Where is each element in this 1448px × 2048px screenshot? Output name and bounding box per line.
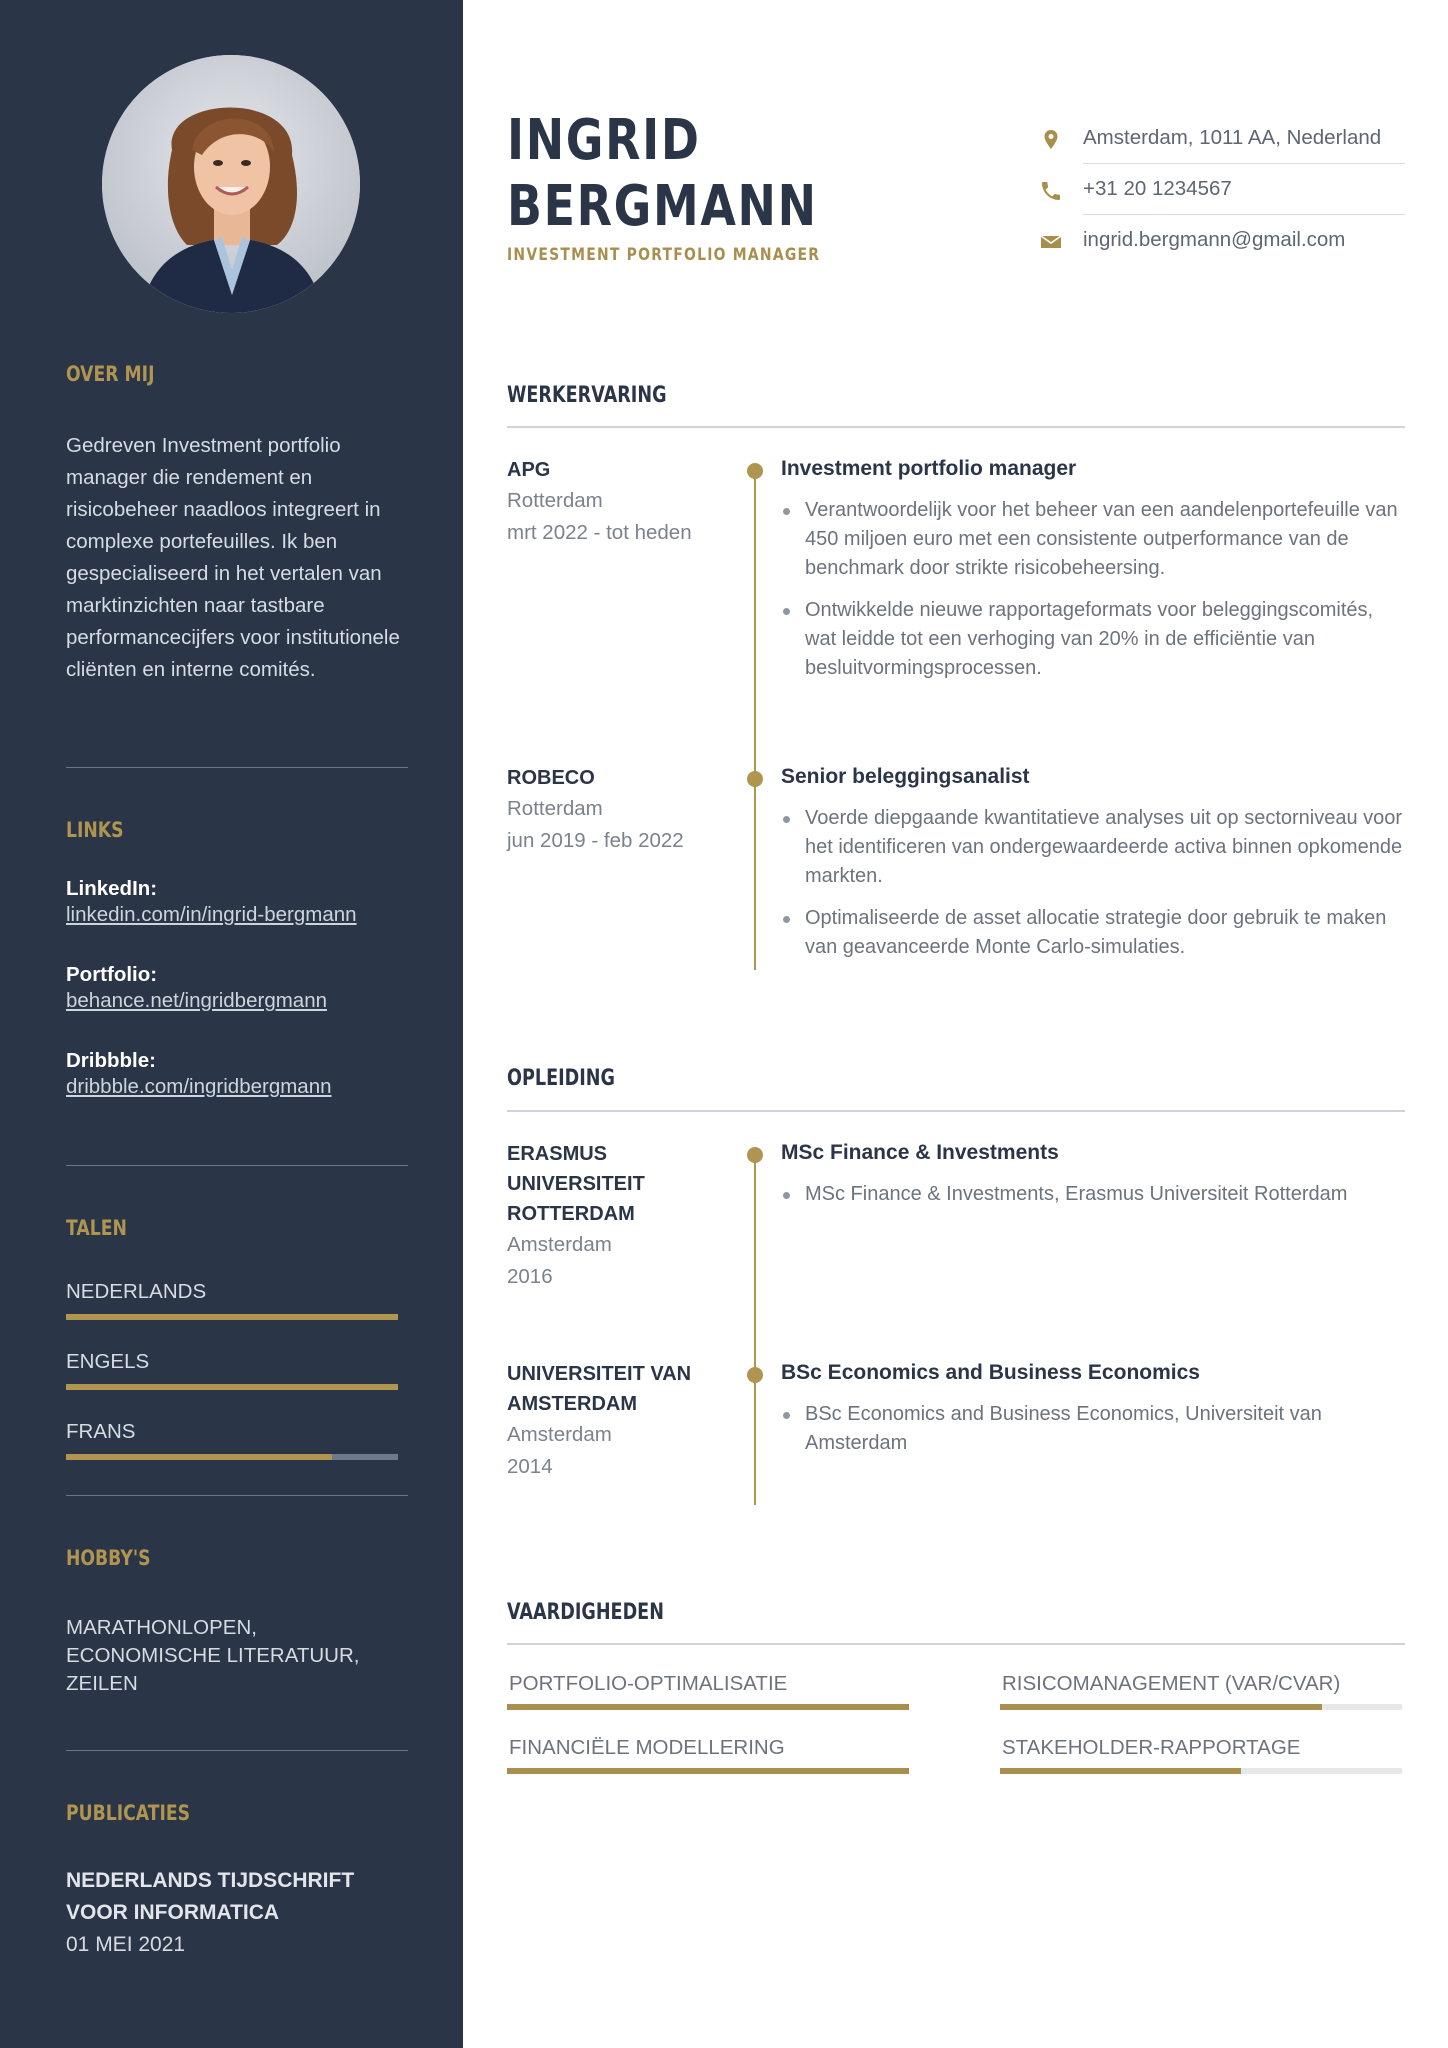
language-bar [66, 1314, 398, 1320]
email-text[interactable]: ingrid.bergmann@gmail.com [1083, 228, 1346, 251]
publication-date: 01 MEI 2021 [66, 1933, 186, 1956]
skill-bar [507, 1704, 909, 1710]
skill-item [1000, 1672, 1402, 1710]
bullet-list [781, 1400, 1406, 1458]
skill-level [507, 1768, 909, 1774]
skills-heading: VAARDIGHEDEN [507, 1600, 664, 1625]
link-url-dribbble[interactable]: dribbble.com/ingridbergmann [66, 1075, 332, 1098]
phone-icon [1039, 179, 1063, 203]
employment-dates: mrt 2022 - tot heden [507, 521, 692, 544]
education-timeline [754, 1155, 756, 1505]
links-section [66, 818, 408, 1100]
skill-bar [1000, 1768, 1402, 1774]
institution: UNIVERSITEIT VAN AMSTERDAM [507, 1363, 692, 1415]
skill-name: STAKEHOLDER-RAPPORTAGE [1002, 1736, 1301, 1759]
language-item [66, 1420, 408, 1460]
language-name: FRANS [66, 1420, 136, 1443]
education-entry-details [781, 1138, 1406, 1222]
education-entry-meta [507, 1139, 697, 1293]
contact-email [1035, 216, 1405, 266]
sidebar-divider [66, 1750, 408, 1751]
language-name: ENGELS [66, 1350, 150, 1373]
name-first: INGRID [507, 108, 701, 173]
languages-section [66, 1216, 408, 1460]
timeline-dot [747, 771, 763, 787]
link-label-dribbble: Dribbble: [66, 1049, 156, 1072]
publications-section [66, 1801, 408, 1961]
bullet-item: BSc Economics and Business Economics, Universiteit van Amsterdam [781, 1400, 1406, 1458]
graduation-year: 2014 [507, 1455, 553, 1478]
timeline-dot [747, 1147, 763, 1163]
languages-heading: TALEN [66, 1216, 127, 1240]
skill-level [507, 1704, 909, 1710]
employer: ROBECO [507, 767, 595, 789]
profile-photo [102, 55, 360, 313]
skill-item [507, 1736, 909, 1774]
sidebar [0, 0, 463, 2048]
skill-bar [507, 1768, 909, 1774]
institution-city: Amsterdam [507, 1233, 612, 1256]
link-url-linkedin[interactable]: linkedin.com/in/ingrid-bergmann [66, 903, 357, 926]
bullet-list [781, 804, 1406, 962]
about-text: Gedreven Investment portfolio manager die rendement en risicobeheer naadloos integreert in complexe portefeuilles. Ik ben gespecialiseerd in het vertalen van marktinzichten naar tastbare performancecijfers voor institutionele cliënten en interne comités. [66, 434, 400, 681]
employer: APG [507, 459, 551, 481]
employer-city: Rotterdam [507, 489, 603, 512]
link-item [66, 876, 408, 928]
link-url-portfolio[interactable]: behance.net/ingridbergmann [66, 989, 327, 1012]
skill-level [1000, 1704, 1322, 1710]
education-entry-details [781, 1358, 1406, 1471]
publication-title: NEDERLANDS TIJDSCHRIFT VOOR INFORMATICA [66, 1869, 355, 1924]
education-entry-meta [507, 1359, 697, 1483]
job-title: INVESTMENT PORTFOLIO MANAGER [507, 245, 821, 265]
language-level [66, 1314, 398, 1320]
skill-item [1000, 1736, 1402, 1774]
skill-level [1000, 1768, 1241, 1774]
address-text: Amsterdam, 1011 AA, Nederland [1083, 126, 1382, 149]
experience-entry-meta [507, 455, 707, 549]
email-icon [1039, 230, 1063, 254]
name-last: BERGMANN [507, 174, 818, 239]
language-bar [66, 1384, 398, 1390]
experience-heading: WERKERVARING [507, 383, 667, 408]
location-pin-icon [1039, 128, 1063, 152]
skill-item [507, 1672, 909, 1710]
hobbies-heading: HOBBY'S [66, 1546, 151, 1570]
phone-text: +31 20 1234567 [1083, 177, 1232, 200]
skill-name: RISICOMANAGEMENT (VAR/CVAR) [1002, 1672, 1341, 1695]
language-level [66, 1454, 332, 1460]
institution: ERASMUS UNIVERSITEIT ROTTERDAM [507, 1143, 645, 1225]
employer-city: Rotterdam [507, 797, 603, 820]
bullet-item: MSc Finance & Investments, Erasmus Universiteit Rotterdam [781, 1180, 1406, 1209]
bullet-item: Ontwikkelde nieuwe rapportageformats voor beleggingscomités, wat leidde tot een verhoging van 20% in de efficiëntie van besluitvormingsprocessen. [781, 596, 1406, 683]
experience-entry-meta [507, 763, 707, 857]
about-heading: OVER MIJ [66, 362, 155, 386]
bullet-item: Voerde diepgaande kwantitatieve analyses uit op sectorniveau voor het identificeren van ondergewaardeerde activa binnen opkomende markten. [781, 804, 1406, 891]
experience-entry-details [781, 762, 1406, 975]
degree-title: BSc Economics and Business Economics [781, 1361, 1200, 1384]
graduation-year: 2016 [507, 1265, 553, 1288]
degree-title: MSc Finance & Investments [781, 1141, 1059, 1164]
bullet-list [781, 496, 1406, 683]
experience-entry-details [781, 454, 1406, 696]
language-bar [66, 1454, 398, 1460]
language-item [66, 1280, 408, 1320]
section-rule [507, 1110, 1405, 1112]
bullet-item: Verantwoordelijk voor het beheer van een aandelenportefeuille van 450 miljoen euro met een consistente outperformance van de benchmark door strikte risicobeheersing. [781, 496, 1406, 583]
skill-bar [1000, 1704, 1402, 1710]
role-title: Investment portfolio manager [781, 457, 1077, 480]
link-label-portfolio: Portfolio: [66, 963, 158, 986]
sidebar-divider [66, 1165, 408, 1166]
links-heading: LINKS [66, 818, 124, 842]
skill-name: PORTFOLIO-OPTIMALISATIE [509, 1672, 788, 1695]
link-item [66, 1048, 408, 1100]
institution-city: Amsterdam [507, 1423, 612, 1446]
hobbies-section [66, 1546, 408, 1698]
skill-name: FINANCIËLE MODELLERING [509, 1736, 785, 1759]
bullet-item: Optimaliseerde de asset allocatie strategie door gebruik te maken van geavanceerde Monte Carlo-simulaties. [781, 904, 1406, 962]
hobbies-text: MARATHONLOPEN, ECONOMISCHE LITERATUUR, ZEILEN [66, 1616, 360, 1695]
language-name: NEDERLANDS [66, 1280, 207, 1303]
employment-dates: jun 2019 - feb 2022 [507, 829, 684, 852]
experience-timeline [754, 470, 756, 970]
full-name [507, 108, 818, 240]
role-title: Senior beleggingsanalist [781, 765, 1030, 788]
language-item [66, 1350, 408, 1390]
sidebar-divider [66, 1495, 408, 1496]
publications-heading: PUBLICATIES [66, 1801, 191, 1825]
timeline-dot [747, 463, 763, 479]
language-level [66, 1384, 398, 1390]
contact-phone [1035, 165, 1405, 215]
link-label-linkedin: LinkedIn: [66, 877, 158, 900]
contact-divider [1083, 163, 1405, 164]
timeline-dot [747, 1367, 763, 1383]
contact-divider [1083, 214, 1405, 215]
about-section [66, 362, 408, 686]
contact-address [1035, 114, 1405, 164]
section-rule [507, 1643, 1405, 1645]
education-heading: OPLEIDING [507, 1066, 615, 1091]
link-item [66, 962, 408, 1014]
sidebar-divider [66, 767, 408, 768]
bullet-list [781, 1180, 1406, 1209]
section-rule [507, 426, 1405, 428]
